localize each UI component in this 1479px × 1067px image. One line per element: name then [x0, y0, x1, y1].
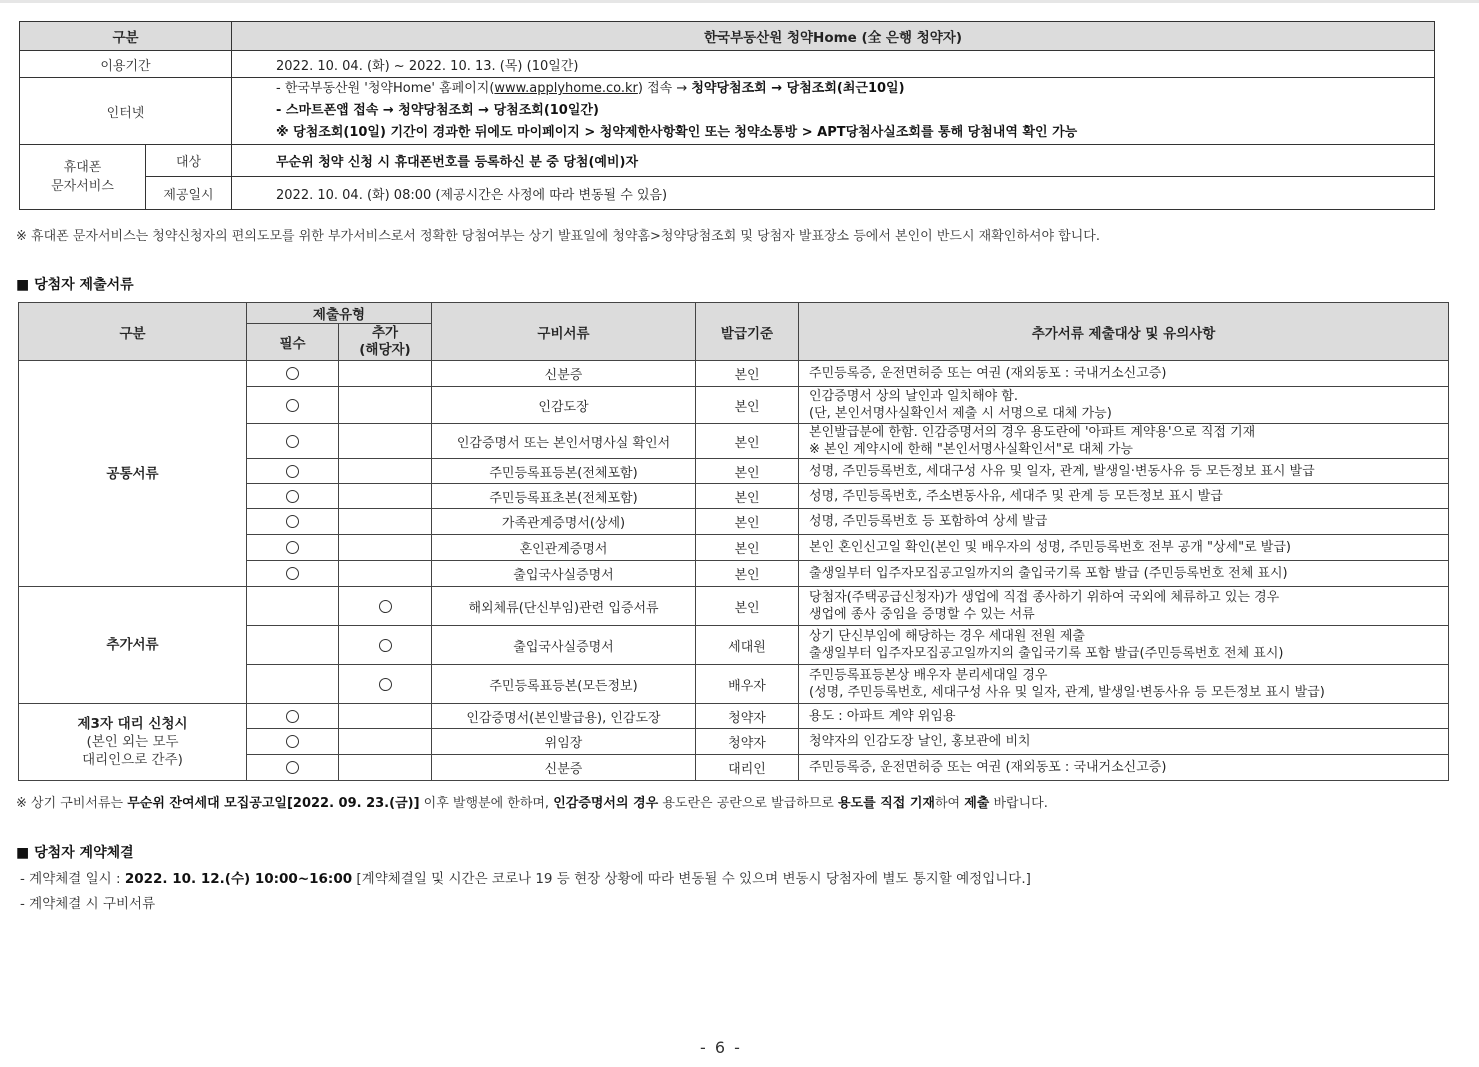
group-name: 공통서류	[106, 465, 159, 482]
internet-value	[232, 78, 1435, 145]
document-notes	[799, 704, 1449, 729]
circle-mark-icon	[286, 367, 299, 380]
group-name: 제3자 대리 신청시	[77, 716, 188, 732]
document-name: 인감도장	[432, 387, 696, 424]
note-line: (성명, 주민등록번호, 세대구성 사유 및 일자, 관계, 발생일·변동사유 등 모든정보 표시 발급)	[809, 685, 1325, 700]
group-subtitle: (본인 외는 모두 대리인으로 간주)	[82, 734, 183, 768]
group-label	[19, 361, 247, 587]
additional-cell	[339, 535, 432, 561]
circle-mark-icon	[379, 600, 392, 613]
note-line: 주민등록표등본상 배우자 분리세대일 경우	[809, 668, 1048, 683]
issuer: 배우자	[696, 665, 799, 704]
header-issuer: 발급기준	[696, 303, 799, 361]
issuer: 청약자	[696, 704, 799, 729]
required-cell	[247, 509, 339, 535]
group-name: 추가서류	[106, 637, 159, 653]
additional-cell	[339, 704, 432, 729]
note-line: 출생일부터 입주자모집공고일까지의 출입국기록 포함 발급 (주민등록번호 전체 표시)	[809, 566, 1288, 581]
note-line: ※ 본인 계약시에 한해 "본인서명사실확인서"로 대체 가능	[809, 442, 1133, 457]
sms-target-label: 대상	[146, 145, 232, 177]
document-name: 가족관계증명서(상세)	[432, 509, 696, 535]
note-line: 인감증명서 상의 날인과 일치해야 함.	[809, 389, 1019, 404]
circle-mark-icon	[286, 541, 299, 554]
group-label	[19, 587, 247, 704]
header-additional: 추가 (해당자)	[339, 324, 432, 361]
table-row	[19, 361, 1449, 387]
required-documents-table	[18, 302, 1449, 781]
required-cell	[247, 561, 339, 587]
header-service: 한국부동산원 청약Home (全 은행 청약자)	[232, 22, 1435, 51]
top-divider	[0, 0, 1479, 3]
document-notes	[799, 509, 1449, 535]
sms-date-value: 2022. 10. 04. (화) 08:00 (제공시간은 사정에 따라 변동될 수 있음)	[232, 177, 1435, 210]
contract-date-line: - 계약체결 일시 : 2022. 10. 12.(수) 10:00~16:00 [계약체결일 및 시간은 코로나 19 등 현장 상황에 따라 변동될 수 있으며 변동시 당첨자에 별도 통지할 예정입니다.]	[20, 871, 1031, 887]
circle-mark-icon	[379, 639, 392, 652]
document-name: 주민등록표등본(모든정보)	[432, 665, 696, 704]
required-cell	[247, 459, 339, 484]
document-name: 신분증	[432, 361, 696, 387]
document-notes	[799, 755, 1449, 781]
note-line: 주민등록증, 운전면허증 또는 여권 (재외동포 : 국내거소신고증)	[809, 760, 1167, 775]
internet-line-1: - 한국부동산원 '청약Home' 홈페이지(www.applyhome.co.kr) 접속 → 청약당첨조회 → 당첨조회(최근10일)	[276, 81, 905, 96]
circle-mark-icon	[286, 735, 299, 748]
note-line: (단, 본인서명사실확인서 제출 시 서명으로 대체 가능)	[809, 406, 1112, 421]
document-name: 주민등록표등본(전체포함)	[432, 459, 696, 484]
required-cell	[247, 535, 339, 561]
circle-mark-icon	[286, 515, 299, 528]
issuer: 본인	[696, 459, 799, 484]
document-name: 위임장	[432, 729, 696, 755]
required-cell	[247, 361, 339, 387]
document-notes	[799, 361, 1449, 387]
issuer: 본인	[696, 361, 799, 387]
group-label	[19, 704, 247, 781]
sms-note: ※ 휴대폰 문자서비스는 청약신청자의 편의도모를 위한 부가서비스로서 정확한 당첨여부는 상기 발표일에 청약홈>청약당첨조회 및 당첨자 발표장소 등에서 본인이 반드시 재확인하셔야 합니다.	[16, 229, 1100, 244]
circle-mark-icon	[286, 399, 299, 412]
period-label: 이용기간	[20, 51, 232, 78]
note-line: 본인 혼인신고일 확인(본인 및 배우자의 성명, 주민등록번호 전부 공개 "상세"로 발급)	[809, 540, 1291, 555]
circle-mark-icon	[379, 678, 392, 691]
header-notes: 추가서류 제출대상 및 유의사항	[799, 303, 1449, 361]
document-notes	[799, 484, 1449, 509]
document-notes	[799, 626, 1449, 665]
page-number: - 6 -	[700, 1038, 742, 1057]
header-category: 구분	[19, 303, 247, 361]
additional-cell	[339, 729, 432, 755]
additional-cell	[339, 459, 432, 484]
additional-cell	[339, 361, 432, 387]
issuer: 본인	[696, 587, 799, 626]
additional-cell	[339, 509, 432, 535]
internet-line-2: - 스마트폰앱 접속 → 청약당첨조회 → 당첨조회(10일간)	[276, 103, 599, 118]
document-name: 혼인관계증명서	[432, 535, 696, 561]
header-category: 구분	[20, 22, 232, 51]
note-line: 생업에 종사 중임을 증명할 수 있는 서류	[809, 607, 1035, 622]
circle-mark-icon	[286, 490, 299, 503]
note-line: 성명, 주민등록번호 등 포함하여 상세 발급	[809, 514, 1048, 529]
issuer: 본인	[696, 561, 799, 587]
additional-cell	[339, 755, 432, 781]
document-notes	[799, 387, 1449, 424]
section-title-documents: ■ 당첨자 제출서류	[16, 277, 134, 293]
header-required: 필수	[247, 324, 339, 361]
document-name: 주민등록표초본(전체포함)	[432, 484, 696, 509]
required-cell	[247, 424, 339, 459]
document-notes	[799, 561, 1449, 587]
period-value: 2022. 10. 04. (화) ~ 2022. 10. 13. (목) (10일간)	[232, 51, 1435, 78]
circle-mark-icon	[286, 465, 299, 478]
issuer: 청약자	[696, 729, 799, 755]
circle-mark-icon	[286, 435, 299, 448]
note-line: 성명, 주민등록번호, 주소변동사유, 세대주 및 관계 등 모든정보 표시 발급	[809, 488, 1223, 504]
table-row	[19, 704, 1449, 729]
required-cell	[247, 665, 339, 704]
document-notes	[799, 729, 1449, 755]
additional-cell	[339, 424, 432, 459]
document-name: 인감증명서(본인발급용), 인감도장	[432, 704, 696, 729]
note-line: 본인발급분에 한함. 인감증명서의 경우 용도란에 '아파트 계약용'으로 직접 기재	[809, 425, 1256, 440]
additional-cell	[339, 387, 432, 424]
applyhome-link[interactable]: www.applyhome.co.kr	[494, 81, 638, 96]
circle-mark-icon	[286, 761, 299, 774]
issuer: 본인	[696, 387, 799, 424]
required-cell	[247, 755, 339, 781]
issuer: 본인	[696, 535, 799, 561]
documents-note: ※ 상기 구비서류는 무순위 잔여세대 모집공고일[2022. 09. 23.(금)] 이후 발행분에 한하며, 인감증명서의 경우 용도란은 공란으로 발급하므로 용도를 직접 기재하여 제출 바랍니다.	[16, 796, 1048, 811]
document-notes	[799, 424, 1449, 459]
issuer: 대리인	[696, 755, 799, 781]
document-name: 인감증명서 또는 본인서명사실 확인서	[432, 424, 696, 459]
note-line: 청약자의 인감도장 날인, 홍보관에 비치	[809, 734, 1031, 749]
document-name: 해외체류(단신부임)관련 입증서류	[432, 587, 696, 626]
circle-mark-icon	[286, 567, 299, 580]
additional-cell	[339, 484, 432, 509]
document-name: 신분증	[432, 755, 696, 781]
issuer: 본인	[696, 509, 799, 535]
table-row	[19, 587, 1449, 626]
sms-label: 휴대폰 문자서비스	[20, 145, 146, 210]
header-submit-type: 제출유형	[247, 303, 432, 324]
announcement-inquiry-table	[19, 21, 1435, 210]
additional-cell	[339, 587, 432, 626]
required-cell	[247, 484, 339, 509]
note-line: 주민등록증, 운전면허증 또는 여권 (재외동포 : 국내거소신고증)	[809, 366, 1167, 381]
contract-documents-line: - 계약체결 시 구비서류	[20, 896, 156, 912]
required-cell	[247, 387, 339, 424]
issuer: 본인	[696, 424, 799, 459]
document-notes	[799, 587, 1449, 626]
section-title-contract: ■ 당첨자 계약체결	[16, 845, 134, 861]
document-name: 출입국사실증명서	[432, 561, 696, 587]
internet-label: 인터넷	[20, 78, 232, 145]
sms-date-label: 제공일시	[146, 177, 232, 210]
note-line: 용도 : 아파트 계약 위임용	[809, 708, 956, 724]
note-line: 성명, 주민등록번호, 세대구성 사유 및 일자, 관계, 발생일·변동사유 등 모든정보 표시 발급	[809, 463, 1315, 479]
note-line: 당첨자(주택공급신청자)가 생업에 직접 종사하기 위하여 국외에 체류하고 있는 경우	[809, 590, 1280, 605]
required-cell	[247, 729, 339, 755]
document-notes	[799, 459, 1449, 484]
required-cell	[247, 704, 339, 729]
required-cell	[247, 587, 339, 626]
sms-target-value: 무순위 청약 신청 시 휴대폰번호를 등록하신 분 중 당첨(예비)자	[232, 145, 1435, 177]
issuer: 본인	[696, 484, 799, 509]
required-cell	[247, 626, 339, 665]
document-name: 출입국사실증명서	[432, 626, 696, 665]
document-notes	[799, 535, 1449, 561]
additional-cell	[339, 665, 432, 704]
additional-cell	[339, 626, 432, 665]
note-line: 상기 단신부임에 해당하는 경우 세대원 전원 제출	[809, 629, 1085, 644]
issuer: 세대원	[696, 626, 799, 665]
document-notes	[799, 665, 1449, 704]
internet-line-3: ※ 당첨조회(10일) 기간이 경과한 뒤에도 마이페이지 > 청약제한사항확인 또는 청약소통방 > APT당첨사실조회를 통해 당첨내역 확인 가능	[276, 125, 1078, 140]
note-line: 출생일부터 입주자모집공고일까지의 출입국기록 포함 발급(주민등록번호 전체 표시)	[809, 646, 1284, 661]
additional-cell	[339, 561, 432, 587]
header-document: 구비서류	[432, 303, 696, 361]
circle-mark-icon	[286, 710, 299, 723]
